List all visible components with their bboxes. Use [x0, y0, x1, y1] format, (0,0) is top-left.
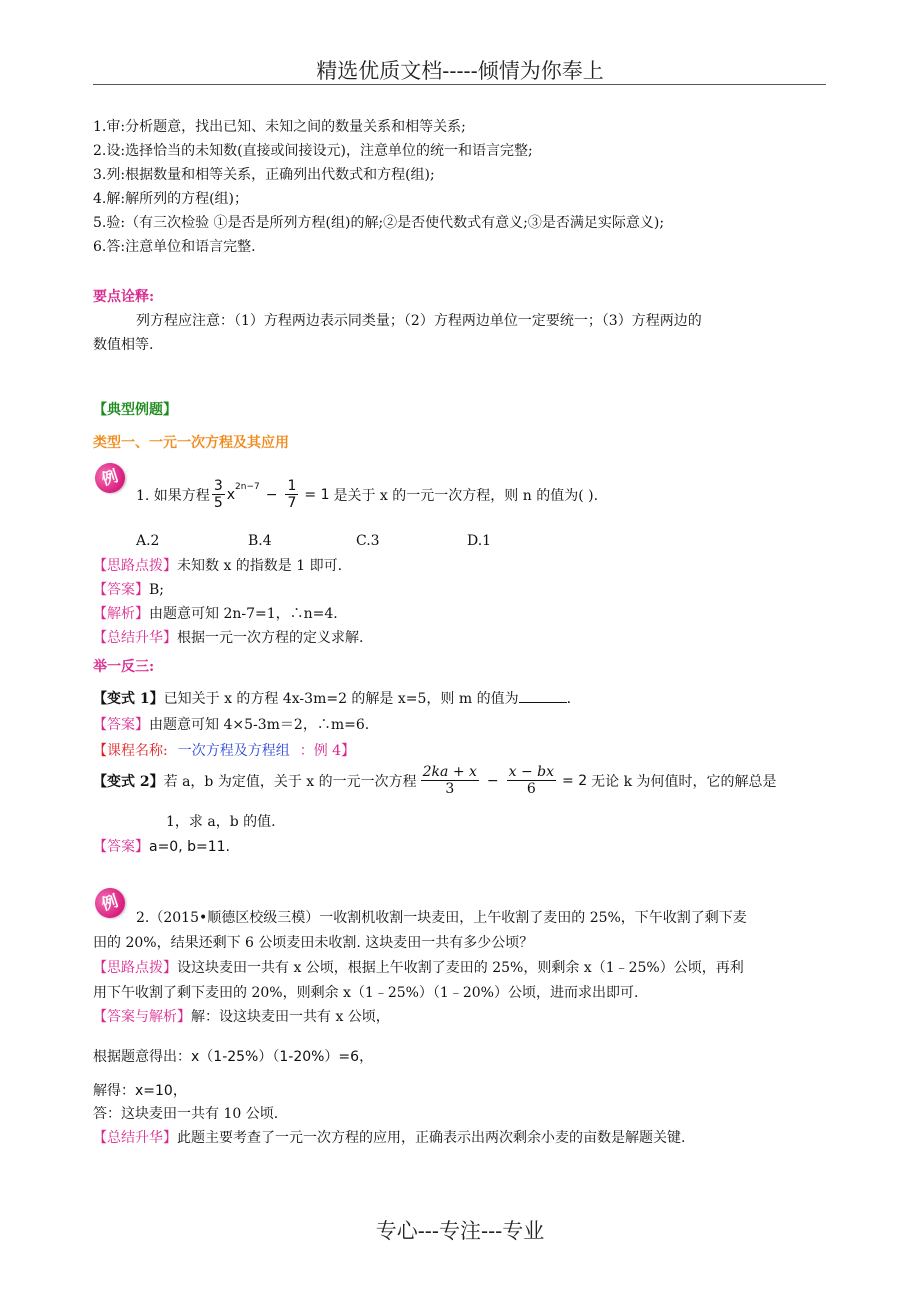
variant-1-label: 【变式 1】 [93, 691, 164, 707]
example-2-line-1: 2.（2015•顺德区校级三模）一收割机收割一块麦田，上午收割了麦田的 25%，下午收割了剩下麦 [136, 910, 747, 926]
practice-heading: 举一反三: [93, 659, 155, 675]
summary-text: 根据一元一次方程的定义求解. [177, 630, 364, 646]
examples-heading: 【典型例题】 [93, 402, 177, 418]
type1-heading: 类型一、一元一次方程及其应用 [93, 435, 289, 451]
keypoints-line-2: 数值相等. [93, 337, 154, 353]
summary-label: 【总结升华】 [93, 630, 177, 646]
example-1-question [136, 478, 598, 511]
example-1-option-a: A.2 [136, 533, 160, 549]
example-2-equation: 根据题意得出：x（1-25%）（1-20%）=6， [93, 1049, 374, 1065]
variant-1-question [93, 688, 571, 708]
step-1: 1.审:分析题意，找出已知、未知之间的数量关系和相等关系; [93, 119, 466, 135]
answer-blank [519, 688, 567, 703]
variant-1-course [93, 740, 355, 760]
variant-2-fraction-1-num: 2ka + x [422, 764, 477, 780]
variant-2-fraction-2-num: x − bx [508, 764, 555, 780]
example-1-fraction-1-den: 5 [213, 495, 223, 511]
example-1-fraction-2 [285, 478, 298, 511]
answer-label: 【答案】 [93, 582, 149, 598]
example-2-hint-line-2: 用下午收割了剩下麦田的 20%，则剩余 x（1﹣25%）（1﹣20%）公顷，进而求出即可. [93, 985, 639, 1001]
step-6: 6.答:注意单位和语言完整. [93, 239, 256, 255]
example-1-minus: − [265, 486, 278, 503]
example-1-fraction-2-num: 1 [287, 478, 297, 494]
example-1-exponent: 2n−7 [235, 482, 260, 492]
example-1-summary [93, 627, 363, 647]
example-1-option-c: C.3 [356, 533, 380, 549]
step-4: 4.解:解所列的方程(组)； [93, 191, 248, 207]
keypoints-line-1: 列方程应注意：（1）方程两边表示同类量；（2）方程两边单位一定要统一；（3）方程两边的 [136, 313, 702, 329]
variant-1-answer [93, 714, 369, 734]
variant-2-text-a: 若 a，b 为定值，关于 x 的一元一次方程 [163, 773, 417, 790]
example-1-fraction-1 [212, 478, 225, 511]
example-2-summary [93, 1127, 685, 1147]
variant-2-fraction-2 [507, 764, 556, 797]
keypoints-title: 要点诠释: [93, 289, 155, 305]
page-footer: 专心---专注---专业 [375, 1219, 545, 1243]
example-2-line-2: 田的 20%，结果还剩下 6 公顷麦田未收割. 这块麦田一共有多少公顷？ [93, 935, 534, 951]
answer-label: 【答案】 [93, 717, 149, 733]
course-name-link[interactable]: 一次方程及方程组 [177, 743, 290, 759]
variant-2-text-b: 无论 k 为何值时，它的解总是 [591, 773, 777, 790]
analysis-label: 【解析】 [93, 606, 149, 622]
course-label: 【课程名称: [93, 743, 168, 759]
example-1-variable: x [226, 486, 236, 503]
variant-2-fraction-1-den: 3 [445, 781, 455, 797]
example-1-analysis [93, 603, 338, 623]
example-1-suffix: 是关于 x 的一元一次方程，则 n 的值为( ). [333, 487, 599, 504]
answer-label: 【答案与解析】 [93, 1009, 191, 1025]
example-1-option-b: B.4 [248, 533, 272, 549]
hint-label: 【思路点拨】 [93, 558, 177, 574]
example-1-equals: = 1 [304, 486, 330, 503]
hint-text: 未知数 x 的指数是 1 即可. [177, 558, 343, 574]
summary-label: 【总结升华】 [93, 1130, 177, 1146]
answer-text: 由题意可知 4×5-3m＝2，∴m=6. [149, 717, 370, 733]
example-1-fraction-2-den: 7 [287, 495, 297, 511]
example-badge-icon: 例 [91, 884, 129, 922]
page-header: 精选优质文档-----倾情为你奉上 [316, 59, 604, 83]
example-2-answer [93, 1006, 390, 1026]
variant-2-fraction-1 [421, 764, 479, 797]
variant-2-equals: = 2 [562, 772, 588, 789]
example-1-hint [93, 555, 342, 575]
variant-2-answer [93, 836, 230, 856]
answer-text: 解：设这块麦田一共有 x 公顷， [191, 1009, 390, 1025]
summary-text: 此题主要考查了一元一次方程的应用，正确表示出两次剩余小麦的亩数是解题关键. [177, 1130, 686, 1146]
example-2-solve: 解得：x=10， [93, 1083, 187, 1099]
answer-label: 【答案】 [93, 839, 149, 855]
step-5: 5.验:（有三次检验 ①是否是所列方程(组)的解;②是否使代数式有意义;③是否满足实际意义); [93, 215, 665, 231]
variant-1-end: . [566, 691, 572, 707]
step-3: 3.列:根据数量和相等关系，正确列出代数式和方程(组); [93, 167, 435, 183]
header-divider [93, 84, 826, 85]
variant-2-minus: − [486, 772, 499, 789]
example-2-reply: 答：这块麦田一共有 10 公顷. [93, 1106, 279, 1122]
variant-2-line-2: 1，求 a，b 的值. [166, 814, 276, 830]
variant-2-fraction-2-den: 6 [526, 781, 536, 797]
example-1-option-d: D.1 [467, 533, 492, 549]
example-1-prefix: 1. 如果方程 [136, 487, 210, 504]
variant-1-text: 已知关于 x 的方程 4x-3m=2 的解是 x=5，则 m 的值为 [163, 691, 519, 707]
answer-text: a=0, b=11. [149, 839, 230, 855]
example-1-fraction-1-num: 3 [213, 478, 223, 494]
hint-text: 设这块麦田一共有 x 公顷，根据上午收割了麦田的 25%，则剩余 x（1﹣25%）公顷，再利 [177, 960, 744, 976]
variant-2-question [93, 764, 777, 797]
example-badge-icon: 例 [91, 459, 129, 497]
example-1-answer [93, 579, 164, 599]
step-2: 2.设:选择恰当的未知数(直接或间接设元)，注意单位的统一和语言完整; [93, 143, 533, 159]
analysis-text: 由题意可知 2n-7=1，∴n=4. [149, 606, 338, 622]
hint-label: 【思路点拨】 [93, 960, 177, 976]
answer-text: B; [149, 582, 165, 598]
course-example: ：例 4】 [299, 743, 356, 759]
variant-2-label: 【变式 2】 [93, 773, 164, 790]
example-2-hint [93, 957, 744, 977]
